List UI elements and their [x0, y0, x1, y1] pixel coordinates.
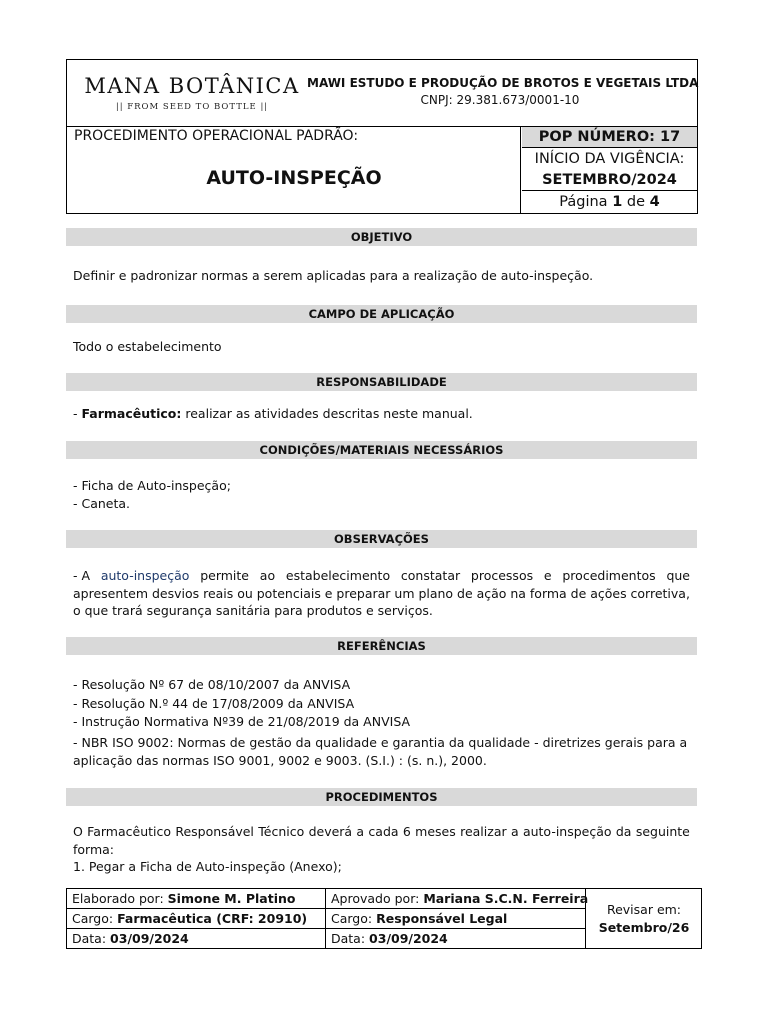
procedimentos-step-1: 1. Pegar a Ficha de Auto-inspeção (Anexo);	[73, 859, 342, 874]
page-of: de	[626, 194, 646, 210]
aprovado-cell	[326, 889, 589, 909]
word: de	[457, 585, 473, 601]
company-name: MAWI ESTUDO E PRODUÇÃO DE BROTOS E VEGETAIS LTDA	[307, 76, 699, 90]
page-total: 4	[649, 194, 660, 210]
aprovado-label: Aprovado por:	[331, 891, 420, 906]
word: Técnico	[258, 824, 305, 839]
word: permite	[200, 568, 249, 583]
section-title-observacoes: OBSERVAÇÕES	[66, 530, 697, 548]
revisar-value: Setembro/26	[598, 920, 690, 935]
word: reais	[203, 585, 234, 601]
revision-cell	[587, 901, 701, 937]
word: da	[615, 824, 632, 839]
word: ação	[476, 585, 507, 601]
section-title-responsabilidade: RESPONSABILIDADE	[66, 373, 697, 391]
observacoes-line-1	[73, 567, 690, 585]
word: - A	[73, 568, 91, 583]
page-current: 1	[612, 194, 623, 210]
word: Responsável	[175, 824, 254, 839]
auto-inspecao-link[interactable]: auto-inspeção	[100, 568, 190, 583]
word: e	[324, 585, 333, 601]
word: ações	[590, 585, 627, 601]
section-title-campo: CAMPO DE APLICAÇÃO	[66, 305, 697, 323]
condicoes-item: - Ficha de Auto-inspeção;	[73, 478, 231, 493]
procedimentos-paragraph	[73, 823, 690, 876]
referencia-item: - Instrução Normativa Nº39 de 21/08/2019 da ANVISA	[73, 714, 411, 729]
word: a	[510, 824, 519, 839]
word: auto-inspeção	[522, 824, 612, 839]
word: corretiva,	[630, 585, 690, 601]
word: forma	[529, 585, 567, 601]
word: cada	[368, 824, 399, 839]
referencia-item-continued: aplicação das normas ISO 9001, 9002 e 9003. (S.I.) : (s. n.), 2000.	[73, 753, 487, 768]
observacoes-paragraph	[73, 567, 690, 620]
pop-number: POP NÚMERO: 17	[522, 127, 697, 148]
word: ao	[259, 568, 276, 583]
referencia-item: - Resolução N.º 44 de 17/08/2009 da ANVISA	[73, 696, 355, 711]
word: que	[666, 568, 690, 583]
elaborado-name: Simone M. Platino	[167, 891, 296, 906]
cargo-left-label: Cargo:	[72, 911, 114, 926]
company-logo	[77, 74, 307, 112]
document-header	[66, 59, 698, 214]
word: preparar	[336, 585, 391, 601]
word: um	[394, 585, 415, 601]
approval-footer-table	[66, 888, 702, 949]
observacoes-line-2	[73, 585, 690, 603]
objetivo-text: Definir e padronizar normas a serem aplicadas para a realização de auto-inspeção.	[73, 268, 594, 283]
word: plano	[418, 585, 454, 601]
elaborado-label: Elaborado por:	[72, 891, 164, 906]
data-left-cell	[67, 929, 326, 948]
procedimentos-line-2: forma:	[73, 841, 115, 857]
word: realizar	[460, 824, 507, 839]
word: meses	[415, 824, 456, 839]
word: ou	[237, 585, 253, 601]
elaborado-cell	[67, 889, 326, 909]
word: 6	[402, 824, 411, 839]
word: a	[356, 824, 365, 839]
word: seguinte	[635, 824, 690, 839]
section-title-objetivo: OBJETIVO	[66, 228, 697, 246]
campo-text: Todo o estabelecimento	[73, 339, 222, 354]
section-title-condicoes: CONDIÇÕES/MATERIAIS NECESSÁRIOS	[66, 441, 697, 459]
word: desvios	[151, 585, 200, 601]
resp-role: Farmacêutico:	[81, 406, 182, 421]
data-left-label: Data:	[72, 931, 107, 946]
word: processos	[470, 568, 534, 583]
word: e	[543, 568, 552, 583]
observacoes-line-3: o que trará segurança sanitária para produtos e serviços.	[73, 603, 433, 618]
word: de	[570, 585, 587, 601]
header-top-row	[67, 60, 697, 127]
word: O	[73, 824, 83, 839]
word: potenciais	[256, 585, 321, 601]
company-info	[307, 76, 699, 107]
cargo-left-value: Farmacêutica (CRF: 20910)	[117, 911, 308, 926]
revisar-label: Revisar em:	[606, 902, 682, 917]
word: procedimentos	[562, 568, 656, 583]
data-right-value: 03/09/2024	[369, 931, 448, 946]
cargo-right-value: Responsável Legal	[376, 911, 508, 926]
word: estabelecimento	[285, 568, 391, 583]
cargo-right-label: Cargo:	[331, 911, 373, 926]
cargo-left-cell	[67, 909, 326, 929]
procedure-cell	[67, 127, 521, 213]
condicoes-item: - Caneta.	[73, 496, 131, 511]
validity-date: SETEMBRO/2024	[522, 170, 697, 191]
logo-tagline: || FROM SEED TO BOTTLE ||	[115, 102, 269, 112]
resp-text: realizar as atividades descritas neste manual.	[181, 406, 473, 421]
data-right-cell	[326, 929, 586, 948]
word: constatar	[400, 568, 461, 583]
data-left-value: 03/09/2024	[110, 931, 189, 946]
procedure-title: AUTO-INSPEÇÃO	[206, 167, 382, 189]
referencia-item: - Resolução Nº 67 de 08/10/2007 da ANVISA	[73, 677, 351, 692]
company-cnpj: CNPJ: 29.381.673/0001-10	[420, 93, 580, 107]
word: Farmacêutico	[87, 824, 172, 839]
pop-info-cell	[522, 127, 697, 213]
logo-name: MANA BOTÂNICA	[84, 74, 300, 98]
section-title-referencias: REFERÊNCIAS	[66, 637, 697, 655]
cargo-right-cell	[326, 909, 586, 929]
resp-prefix: -	[73, 406, 82, 421]
data-right-label: Data:	[331, 931, 366, 946]
validity-label: INÍCIO DA VIGÊNCIA:	[534, 151, 685, 167]
aprovado-name: Mariana S.C.N. Ferreira	[423, 891, 589, 906]
word: na	[510, 585, 526, 601]
procedure-label: PROCEDIMENTO OPERACIONAL PADRÃO:	[74, 128, 359, 144]
responsabilidade-text	[73, 405, 473, 423]
page-indicator	[522, 191, 697, 213]
referencia-item: - NBR ISO 9002: Normas de gestão da qualidade e garantia da qualidade - diretrizes gerais para a	[73, 735, 688, 750]
word: deverá	[308, 824, 353, 839]
page-prefix: Página	[559, 194, 608, 210]
section-title-procedimentos: PROCEDIMENTOS	[66, 788, 697, 806]
procedimentos-line-1	[73, 823, 690, 841]
word: apresentem	[73, 585, 149, 601]
